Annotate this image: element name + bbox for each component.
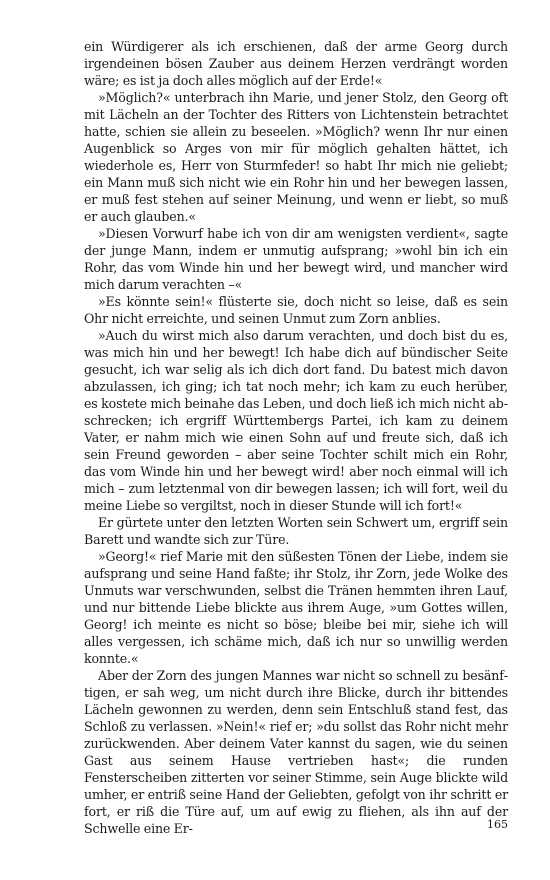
paragraph-vorwurf: »Diesen Vorwurf habe ich von dir am wenigsten verdient«, sagte der junge Mann, indem er unmutig aufsprang; »wohl bin ich ein Rohr, das vom Winde hin und her bewegt wird, und mancher wird mich darum verachten –« — [84, 226, 508, 292]
book-page-text — [84, 38, 508, 837]
paragraph-koennte-sein: »Es könnte sein!« flüsterte sie, doch nicht so leise, daß es sein Ohr nicht erreichte, und seinen Unmut zum Zorn anblies. — [84, 294, 508, 326]
page-number: 165 — [487, 818, 508, 831]
paragraph-schwert: Er gürtete unter den letzten Worten sein Schwert um, ergriff sein Barett und wandte sich zur Türe. — [84, 515, 508, 547]
paragraph-auch-du: »Auch du wirst mich also darum verachten, und doch bist du es, was mich hin und her bewegt! Ich habe dich auf bündischer Seite gesucht, ich war selig als ich dich dort fand. Du batest mich davon abzulassen, ich ging; ich tat noch mehr; ich kam zu euch herüber, es kostete mich beinahe das Leben, und doch ließ ich mich nicht abschrecken; ich ergriff Württembergs Partei, ich kam zu deinem Vater, er nahm mich wie einen Sohn auf und freute sich, daß ich sein Freund geworden – aber seine Tochter schilt mich ein Rohr, das vom Winde hin und her bewegt wird! aber noch einmal will ich mich – zum letztenmal von dir bewegen lassen; ich will fort, weil du meine Liebe so vergiltst, noch in dieser Stunde will ich fort!« — [84, 328, 508, 513]
paragraph-marie-moeglich: »Möglich?« unterbrach ihn Marie, und jener Stolz, den Georg oft mit Lächeln an der Tochter des Ritters von Lichtenstein betrachtet hatte, schien sie allein zu beseelen. »Möglich? wenn Ihr nur einen Augenblick so Arges von mir für möglich gehalten hättet, ich wiederhole es, Herr von Sturmfeder! so habt Ihr mich nie geliebt; ein Mann muß sich nicht wie ein Rohr hin und her bewegen lassen, er muß fest stehen auf seiner Meinung, und wenn er liebt, so muß er auch glauben.« — [84, 90, 508, 224]
paragraph-zorn: Aber der Zorn des jungen Mannes war nicht so schnell zu besänftigen, er sah weg, um nicht durch ihre Blicke, durch ihr bittendes Lächeln gewonnen zu werden, denn sein Entschluß stand fest, das Schloß zu verlassen. »Nein!« rief er; »du sollst das Rohr nicht mehr zurückwenden. Aber deinem Vater kannst du sagen, wie du seinen Gast aus seinem Hause vertrieben hast«; die runden Fensterscheiben zitterten vor seiner Stimme, sein Auge blickte wild umher, er entriß seine Hand der Geliebten, gefolgt von ihr schritt er fort, er riß die Türe auf, um auf ewig zu fliehen, als ihn auf der Schwelle eine Er- — [84, 668, 508, 836]
paragraph-continuation: ein Würdigerer als ich erschienen, daß der arme Georg durch irgendeinen bösen Zauber aus deinem Herzen verdrängt worden wäre; es ist ja doch alles möglich auf der Erde!« — [84, 39, 508, 88]
paragraph-georg-rief: »Georg!« rief Marie mit den süßesten Tönen der Liebe, indem sie aufsprang und seine Hand faßte; ihr Stolz, ihr Zorn, jede Wolke des Unmuts war verschwunden, selbst die Tränen hemmten ihren Lauf, und nur bittende Liebe blickte aus ihrem Auge, »um Gottes willen, Georg! ich meinte es nicht so böse; bleibe bei mir, siehe ich will alles vergessen, ich schäme mich, daß ich nur so unwillig werden konnte.« — [84, 549, 508, 666]
